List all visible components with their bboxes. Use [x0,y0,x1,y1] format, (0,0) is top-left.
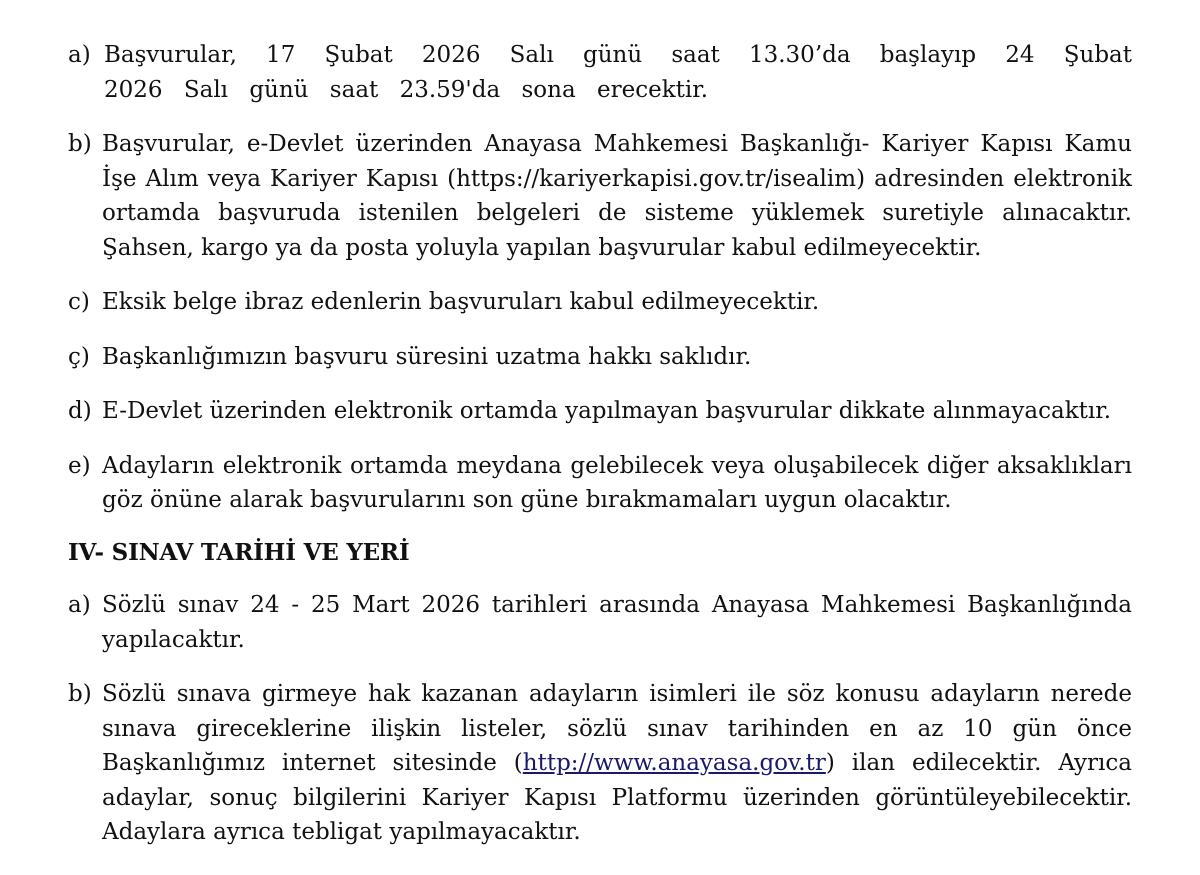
list-marker: a) [68,42,91,68]
list-item-3b [68,127,1132,265]
list-item-3c [68,285,1132,320]
kariyerkapisi-link[interactable]: (https://kariyerkapisi.gov.tr/isealim) [447,165,866,192]
list-marker: c) [68,289,90,315]
list-item-4b [68,677,1132,850]
list-marker: b) [68,131,92,157]
list-item-3a [68,38,1132,107]
text-segment: Sözlü sınava girmeye hak kazanan adayların isimleri ile söz konusu adayların nerede sınava gireceklerine ilişkin listeler, sözlü sınav tarihinden en az 10 gün önce Başkanlığımız internet sitesinde ( [102,681,1132,776]
anayasa-website-link[interactable]: http://www.anayasa.gov.tr [522,750,826,776]
list-marker: d) [68,398,92,424]
list-item-3e [68,449,1132,518]
text-segment: adresinden elektronik ortamda başvuruda istenilen belgeleri de sisteme yüklemek suretiyle alınacaktır. Şahsen, kargo ya da posta yoluyla yapılan başvurular kabul edilmeyecektir. [102,165,1132,261]
list-item-text [102,127,1132,265]
list-item-text: Sözlü sınav 24 - 25 Mart 2026 tarihleri arasında Anayasa Mahkemesi Başkanlığında yapılacaktır. [102,592,1132,653]
list-item-text: Eksik belge ibraz edenlerin başvuruları kabul edilmeyecektir. [102,289,820,315]
list-marker: b) [68,681,92,707]
list-item-text: E-Devlet üzerinden elektronik ortamda yapılmayan başvurular dikkate alınmayacaktır. [102,398,1112,424]
list-item-text: Başkanlığımızın başvuru süresini uzatma hakkı saklıdır. [102,343,752,370]
list-marker: e) [68,452,91,479]
section-heading: IV- SINAV TARİHİ VE YERİ [68,538,410,566]
list-item-text: Adayların elektronik ortamda meydana gelebilecek veya oluşabilecek diğer aksaklıkları göz önüne alarak başvurularını son güne bırakmamaları uygun olacaktır. [102,452,1132,513]
list-item-4a [68,588,1132,657]
text-segment: Başvurular, e-Devlet üzerinden Anayasa Mahkemesi Başkanlığı- Kariyer Kapısı Kamu İşe Alım veya Kariyer Kapısı [102,131,1132,192]
text-segment: ) ilan edilecektir. Ayrıca adaylar, sonuç bilgilerini Kariyer Kapısı Platformu üzerinden görüntüleyebilecektir. Adaylara ayrıca tebligat yapılmayacaktır. [102,750,1132,845]
list-item-3c-cedilla [68,340,1132,375]
list-item-text [102,677,1132,850]
list-marker: ç) [68,343,90,370]
list-item-3d [68,394,1132,429]
document-page [68,38,1132,850]
list-marker: a) [68,592,91,618]
list-item-text: Başvurular, 17 Şubat 2026 Salı günü saat 13.30’da başlayıp 24 Şubat 2026 Salı günü saat 23.59'da sona erecektir. [104,42,1132,103]
